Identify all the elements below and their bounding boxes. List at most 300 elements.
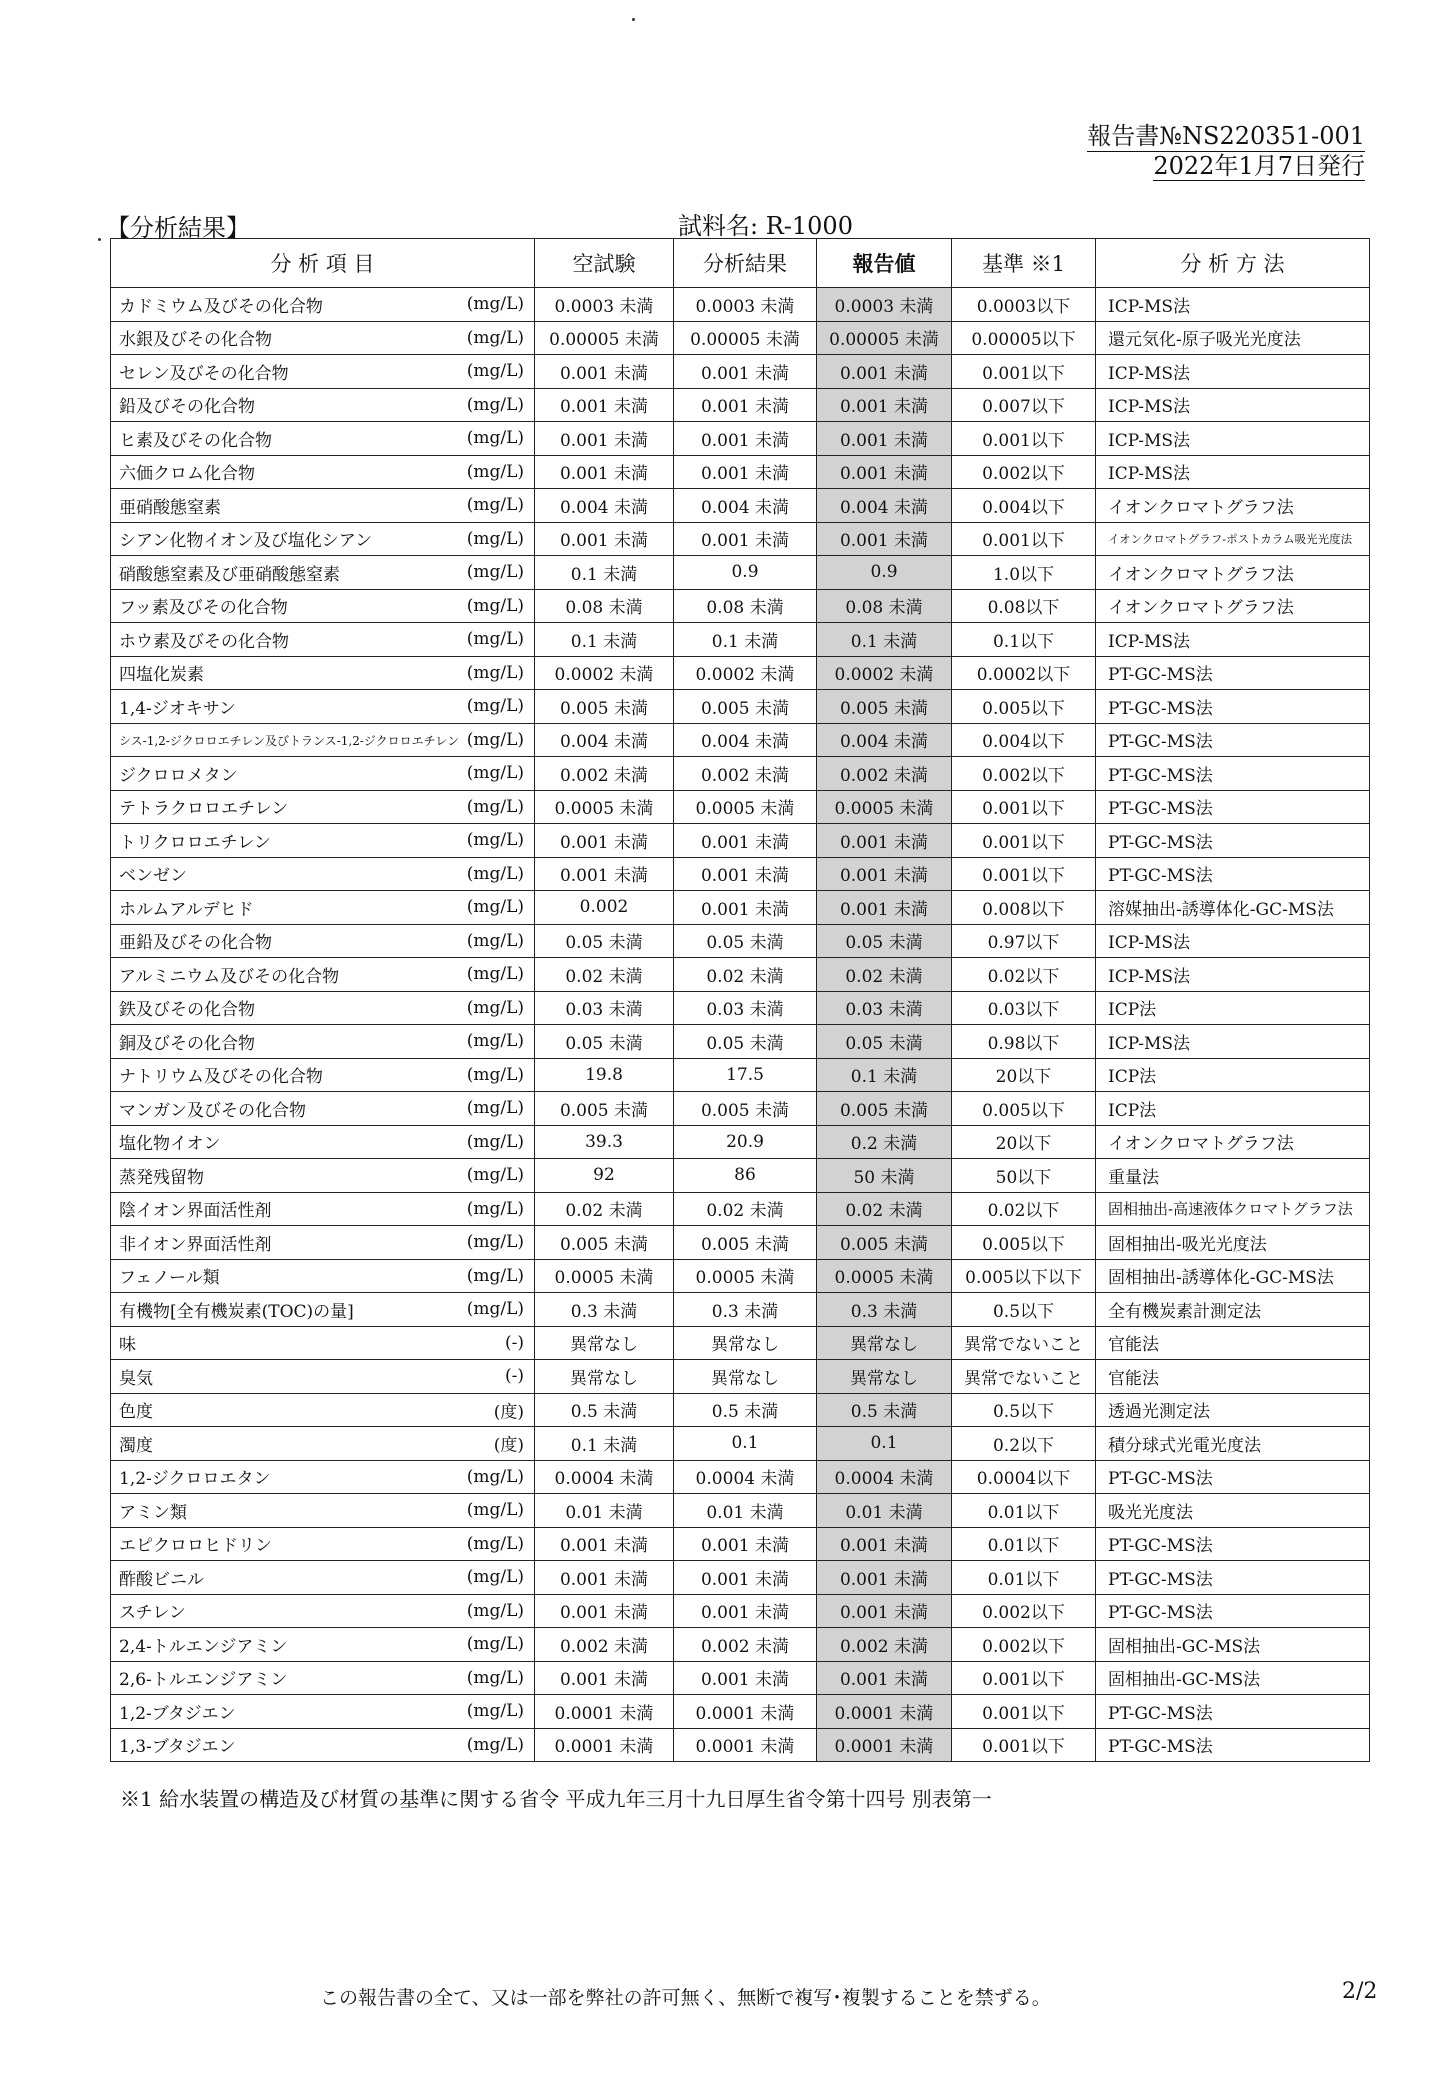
table-row [111,757,1370,791]
standard-cell: 0.001以下 [952,422,1096,456]
table-header-row [111,239,1370,288]
item-unit: (mg/L) [466,428,524,449]
blank-cell: 0.005 未満 [535,1226,674,1260]
blank-cell: 0.1 未満 [535,1427,674,1461]
item-name: ジクロロメタン [119,765,238,786]
item-cell [111,824,535,858]
item-cell [111,1460,535,1494]
table-row [111,1728,1370,1762]
item-name: フェノール類 [119,1268,220,1289]
item-name: 味 [119,1335,136,1356]
report-cell: 0.004 未満 [817,489,952,523]
table-row [111,1594,1370,1628]
table-row [111,1159,1370,1193]
item-unit: (mg/L) [466,1500,524,1521]
table-row [111,321,1370,355]
report-cell: 0.001 未満 [817,1661,952,1695]
item-unit: (mg/L) [466,662,524,683]
item-cell [111,790,535,824]
standard-cell: 異常でないこと [952,1326,1096,1360]
item-cell [111,1125,535,1159]
table-row [111,1494,1370,1528]
item-unit: (mg/L) [466,1734,524,1755]
table-row [111,455,1370,489]
table-row [111,857,1370,891]
blank-cell: 0.001 未満 [535,522,674,556]
item-unit: (mg/L) [466,897,524,918]
result-cell: 異常なし [674,1360,817,1394]
item-cell [111,991,535,1025]
item-name: セレン及びその化合物 [119,363,289,384]
item-name: 色度 [119,1402,153,1423]
result-cell: 0.002 未満 [674,757,817,791]
item-cell [111,1025,535,1059]
table-row [111,422,1370,456]
report-cell: 0.1 [817,1427,952,1461]
item-unit: (mg/L) [466,294,524,315]
item-unit: (mg/L) [466,361,524,382]
blank-cell: 0.0005 未満 [535,1259,674,1293]
item-unit: (mg/L) [466,1600,524,1621]
page-number: 2/2 [1342,1979,1378,2004]
standard-cell: 0.004以下 [952,723,1096,757]
item-name: トリクロロエチレン [119,832,271,853]
item-unit: (mg/L) [466,796,524,817]
report-cell: 0.001 未満 [817,522,952,556]
item-unit: (-) [504,1332,524,1353]
item-name: 鉛及びその化合物 [119,397,255,418]
item-cell [111,1561,535,1595]
method-cell: 固相抽出-高速液体クロマトグラフ法 [1096,1192,1370,1226]
result-cell: 0.005 未満 [674,690,817,724]
table-row [111,924,1370,958]
table-row [111,288,1370,322]
standard-cell: 0.005以下 [952,1226,1096,1260]
report-cell: 0.005 未満 [817,1092,952,1126]
item-unit: (mg/L) [466,1232,524,1253]
item-cell [111,1092,535,1126]
standard-cell: 0.001以下 [952,824,1096,858]
standard-cell: 0.0003以下 [952,288,1096,322]
blank-cell: 0.004 未満 [535,723,674,757]
item-unit: (mg/L) [466,394,524,415]
report-cell: 0.1 未満 [817,623,952,657]
section-title: 【分析結果】 [106,214,250,242]
item-name: 濁度 [119,1435,153,1456]
method-cell: 全有機炭素計測定法 [1096,1293,1370,1327]
item-name: ベンゼン [119,866,187,887]
method-cell: PT-GC-MS法 [1096,1695,1370,1729]
result-cell: 0.001 未満 [674,388,817,422]
blank-cell: 0.03 未満 [535,991,674,1025]
report-cell: 0.0001 未満 [817,1728,952,1762]
result-cell: 0.002 未満 [674,1628,817,1662]
item-cell [111,455,535,489]
report-cell: 0.001 未満 [817,824,952,858]
method-cell: 固相抽出-GC-MS法 [1096,1661,1370,1695]
item-cell [111,924,535,958]
item-name: ホルムアルデヒド [119,899,254,920]
table-row [111,958,1370,992]
item-unit: (mg/L) [466,696,524,717]
result-cell: 0.001 未満 [674,1661,817,1695]
standard-cell: 0.001以下 [952,1728,1096,1762]
report-cell: 0.002 未満 [817,757,952,791]
blank-cell: 0.05 未満 [535,1025,674,1059]
header-blank: 空試験 [535,239,674,288]
blank-cell: 0.3 未満 [535,1293,674,1327]
blank-cell: 0.005 未満 [535,690,674,724]
report-cell: 0.001 未満 [817,857,952,891]
result-cell: 20.9 [674,1125,817,1159]
item-name: 塩化物イオン [119,1134,221,1155]
item-cell [111,1695,535,1729]
report-cell: 0.0003 未満 [817,288,952,322]
item-name: ナトリウム及びその化合物 [119,1067,323,1088]
item-unit: (mg/L) [466,595,524,616]
table-row [111,656,1370,690]
standard-cell: 0.2以下 [952,1427,1096,1461]
table-row [111,723,1370,757]
standard-cell: 0.001以下 [952,790,1096,824]
result-cell: 0.02 未満 [674,1192,817,1226]
header-result: 分析結果 [674,239,817,288]
item-cell [111,1192,535,1226]
result-cell: 0.00005 未満 [674,321,817,355]
result-cell: 0.5 未満 [674,1393,817,1427]
item-cell [111,723,535,757]
result-cell: 0.0001 未満 [674,1728,817,1762]
table-row [111,991,1370,1025]
result-cell: 0.01 未満 [674,1494,817,1528]
report-cell: 0.05 未満 [817,924,952,958]
item-cell [111,1326,535,1360]
report-cell: 0.1 未満 [817,1058,952,1092]
result-cell: 0.005 未満 [674,1226,817,1260]
item-name: ヒ素及びその化合物 [119,430,272,451]
item-cell [111,1360,535,1394]
method-cell: 積分球式光電光度法 [1096,1427,1370,1461]
report-cell: 0.02 未満 [817,958,952,992]
item-cell [111,522,535,556]
item-unit: (mg/L) [466,863,524,884]
table-row [111,556,1370,590]
result-cell: 0.001 未満 [674,824,817,858]
item-cell [111,757,535,791]
method-cell: PT-GC-MS法 [1096,824,1370,858]
item-unit: (mg/L) [466,830,524,851]
method-cell: ICP-MS法 [1096,355,1370,389]
standard-cell: 50以下 [952,1159,1096,1193]
blank-cell: 0.01 未満 [535,1494,674,1528]
blank-cell: 92 [535,1159,674,1193]
report-cell: 0.00005 未満 [817,321,952,355]
report-cell: 0.001 未満 [817,355,952,389]
item-name: 非イオン界面活性剤 [119,1234,272,1255]
standard-cell: 0.002以下 [952,455,1096,489]
standard-cell: 0.01以下 [952,1494,1096,1528]
standard-cell: 20以下 [952,1125,1096,1159]
item-name: マンガン及びその化合物 [119,1100,306,1121]
table-row [111,1527,1370,1561]
copyright-notice: この報告書の全て、又は一部を弊社の許可無く、無断で複写･複製することを禁ずる。 [320,1987,1051,2009]
item-cell [111,1393,535,1427]
item-unit: (mg/L) [466,327,524,348]
standard-cell: 0.005以下以下 [952,1259,1096,1293]
table-row [111,1293,1370,1327]
item-cell [111,388,535,422]
header-report: 報告値 [817,239,952,288]
standard-cell: 0.008以下 [952,891,1096,925]
item-cell [111,1527,535,1561]
item-cell [111,1628,535,1662]
blank-cell: 0.001 未満 [535,422,674,456]
result-cell: 0.001 未満 [674,891,817,925]
item-name: 蒸発残留物 [119,1167,204,1188]
scan-speck [632,18,635,21]
item-unit: (mg/L) [466,997,524,1018]
blank-cell: 0.1 未満 [535,623,674,657]
item-cell [111,1494,535,1528]
blank-cell: 0.0002 未満 [535,656,674,690]
item-unit: (mg/L) [466,1634,524,1655]
item-cell [111,288,535,322]
footnote: ※1 給水装置の構造及び材質の基準に関する省令 平成九年三月十九日厚生省令第十四号 別表第一 [120,1787,992,1811]
item-name: ホウ素及びその化合物 [119,631,289,652]
blank-cell: 0.02 未満 [535,1192,674,1226]
item-unit: (mg/L) [466,461,524,482]
method-cell: ICP法 [1096,1092,1370,1126]
method-cell: PT-GC-MS法 [1096,790,1370,824]
item-unit: (度) [493,1435,524,1456]
result-cell: 0.001 未満 [674,1561,817,1595]
method-cell: PT-GC-MS法 [1096,1728,1370,1762]
blank-cell: 0.001 未満 [535,1561,674,1595]
method-cell: 重量法 [1096,1159,1370,1193]
result-cell: 0.03 未満 [674,991,817,1025]
report-cell: 0.2 未満 [817,1125,952,1159]
item-name: 水銀及びその化合物 [119,330,272,351]
standard-cell: 0.001以下 [952,857,1096,891]
item-name: フッ素及びその化合物 [119,598,288,619]
standard-cell: 0.005以下 [952,690,1096,724]
item-name: アミン類 [119,1502,187,1523]
result-cell: 0.3 未満 [674,1293,817,1327]
table-row [111,522,1370,556]
report-cell: 0.005 未満 [817,690,952,724]
standard-cell: 0.00005以下 [952,321,1096,355]
standard-cell: 0.1以下 [952,623,1096,657]
report-cell: 0.004 未満 [817,723,952,757]
item-unit: (mg/L) [466,1299,524,1320]
table-row [111,589,1370,623]
result-cell: 0.005 未満 [674,1092,817,1126]
table-row [111,1326,1370,1360]
report-cell: 50 未満 [817,1159,952,1193]
blank-cell: 異常なし [535,1326,674,1360]
result-cell: 0.1 [674,1427,817,1461]
scan-speck [98,238,101,241]
results-body [111,288,1370,1762]
report-cell: 0.0005 未満 [817,790,952,824]
item-cell [111,690,535,724]
table-row [111,1125,1370,1159]
header-method: 分 析 方 法 [1096,239,1370,288]
method-cell: PT-GC-MS法 [1096,656,1370,690]
report-cell: 0.0001 未満 [817,1695,952,1729]
blank-cell: 0.002 [535,891,674,925]
item-unit: (mg/L) [466,562,524,583]
item-unit: (mg/L) [466,629,524,650]
item-cell [111,1159,535,1193]
method-cell: ICP-MS法 [1096,958,1370,992]
table-row [111,388,1370,422]
result-cell: 0.0005 未満 [674,1259,817,1293]
method-cell: 還元気化-原子吸光光度法 [1096,321,1370,355]
item-name: 1,4-ジオキサン [119,698,236,719]
table-row [111,690,1370,724]
result-cell: 異常なし [674,1326,817,1360]
blank-cell: 0.002 未満 [535,757,674,791]
blank-cell: 0.00005 未満 [535,321,674,355]
standard-cell: 0.98以下 [952,1025,1096,1059]
item-cell [111,355,535,389]
item-cell [111,1728,535,1762]
report-cell: 0.02 未満 [817,1192,952,1226]
blank-cell: 0.5 未満 [535,1393,674,1427]
standard-cell: 0.01以下 [952,1561,1096,1595]
issue-date: 2022年1月7日発行 [1153,152,1365,180]
result-cell: 0.001 未満 [674,857,817,891]
item-cell [111,958,535,992]
standard-cell: 0.001以下 [952,522,1096,556]
item-name: 有機物[全有機炭素(TOC)の量] [119,1301,354,1322]
table-row [111,1226,1370,1260]
blank-cell: 19.8 [535,1058,674,1092]
standard-cell: 0.005以下 [952,1092,1096,1126]
table-row [111,1427,1370,1461]
result-cell: 0.001 未満 [674,522,817,556]
item-cell [111,656,535,690]
standard-cell: 0.03以下 [952,991,1096,1025]
item-unit: (mg/L) [466,1165,524,1186]
method-cell: ICP-MS法 [1096,924,1370,958]
item-cell [111,1226,535,1260]
table-row [111,1393,1370,1427]
method-cell: ICP法 [1096,991,1370,1025]
blank-cell: 0.005 未満 [535,1092,674,1126]
item-unit: (mg/L) [466,729,524,750]
table-row [111,1025,1370,1059]
result-cell: 0.05 未満 [674,924,817,958]
blank-cell: 異常なし [535,1360,674,1394]
item-cell [111,623,535,657]
report-cell: 0.001 未満 [817,1527,952,1561]
item-unit: (度) [493,1402,524,1423]
standard-cell: 0.001以下 [952,355,1096,389]
item-name: 鉄及びその化合物 [119,1000,255,1021]
item-name: シス-1,2-ジクロロエチレン及びトランス-1,2-ジクロロエチレン [119,733,460,748]
standard-cell: 0.0002以下 [952,656,1096,690]
result-cell: 0.0002 未満 [674,656,817,690]
item-unit: (mg/L) [466,1031,524,1052]
item-name: 1,2-ジクロロエタン [119,1469,271,1490]
item-unit: (mg/L) [466,1466,524,1487]
report-cell: 0.001 未満 [817,388,952,422]
report-cell: 0.0005 未満 [817,1259,952,1293]
standard-cell: 異常でないこと [952,1360,1096,1394]
method-cell: 固相抽出-吸光光度法 [1096,1226,1370,1260]
item-name: 酢酸ビニル [119,1569,204,1590]
item-cell [111,589,535,623]
method-cell: PT-GC-MS法 [1096,723,1370,757]
item-name: テトラクロロエチレン [119,799,289,820]
method-cell: ICP-MS法 [1096,455,1370,489]
item-name: 1,2-ブタジエン [119,1703,236,1724]
table-row [111,824,1370,858]
item-name: 銅及びその化合物 [119,1033,255,1054]
item-cell [111,1293,535,1327]
item-cell [111,422,535,456]
method-cell: 固相抽出-誘導体化-GC-MS法 [1096,1259,1370,1293]
item-cell [111,1594,535,1628]
item-unit: (-) [504,1366,524,1387]
report-cell: 0.08 未満 [817,589,952,623]
item-unit: (mg/L) [466,930,524,951]
method-cell: イオンクロマトグラフ法 [1096,1125,1370,1159]
table-row [111,1561,1370,1595]
result-cell: 0.0003 未満 [674,288,817,322]
report-cell: 0.001 未満 [817,891,952,925]
result-cell: 0.08 未満 [674,589,817,623]
blank-cell: 0.001 未満 [535,1661,674,1695]
item-cell [111,1259,535,1293]
item-cell [111,857,535,891]
blank-cell: 0.08 未満 [535,589,674,623]
standard-cell: 0.001以下 [952,1695,1096,1729]
item-unit: (mg/L) [466,1131,524,1152]
method-cell: ICP-MS法 [1096,623,1370,657]
result-cell: 0.001 未満 [674,355,817,389]
table-row [111,623,1370,657]
standard-cell: 0.007以下 [952,388,1096,422]
table-row [111,1628,1370,1662]
table-row [111,1192,1370,1226]
item-name: シアン化物イオン及び塩化シアン [119,531,373,552]
result-cell: 0.0005 未満 [674,790,817,824]
item-cell [111,891,535,925]
table-row [111,1360,1370,1394]
item-name: 硝酸態窒素及び亜硝酸態窒素 [119,564,340,585]
item-unit: (mg/L) [466,763,524,784]
table-row [111,790,1370,824]
standard-cell: 0.02以下 [952,1192,1096,1226]
header-standard: 基準 ※1 [952,239,1096,288]
item-cell [111,489,535,523]
method-cell: イオンクロマトグラフ法 [1096,589,1370,623]
blank-cell: 0.001 未満 [535,1594,674,1628]
result-cell: 0.0001 未満 [674,1695,817,1729]
result-cell: 0.05 未満 [674,1025,817,1059]
method-cell: 官能法 [1096,1360,1370,1394]
blank-cell: 0.002 未満 [535,1628,674,1662]
standard-cell: 0.004以下 [952,489,1096,523]
report-cell: 0.0002 未満 [817,656,952,690]
item-name: 臭気 [119,1368,153,1389]
report-cell: 0.001 未満 [817,422,952,456]
analysis-results-table [110,238,1370,1762]
standard-cell: 1.0以下 [952,556,1096,590]
